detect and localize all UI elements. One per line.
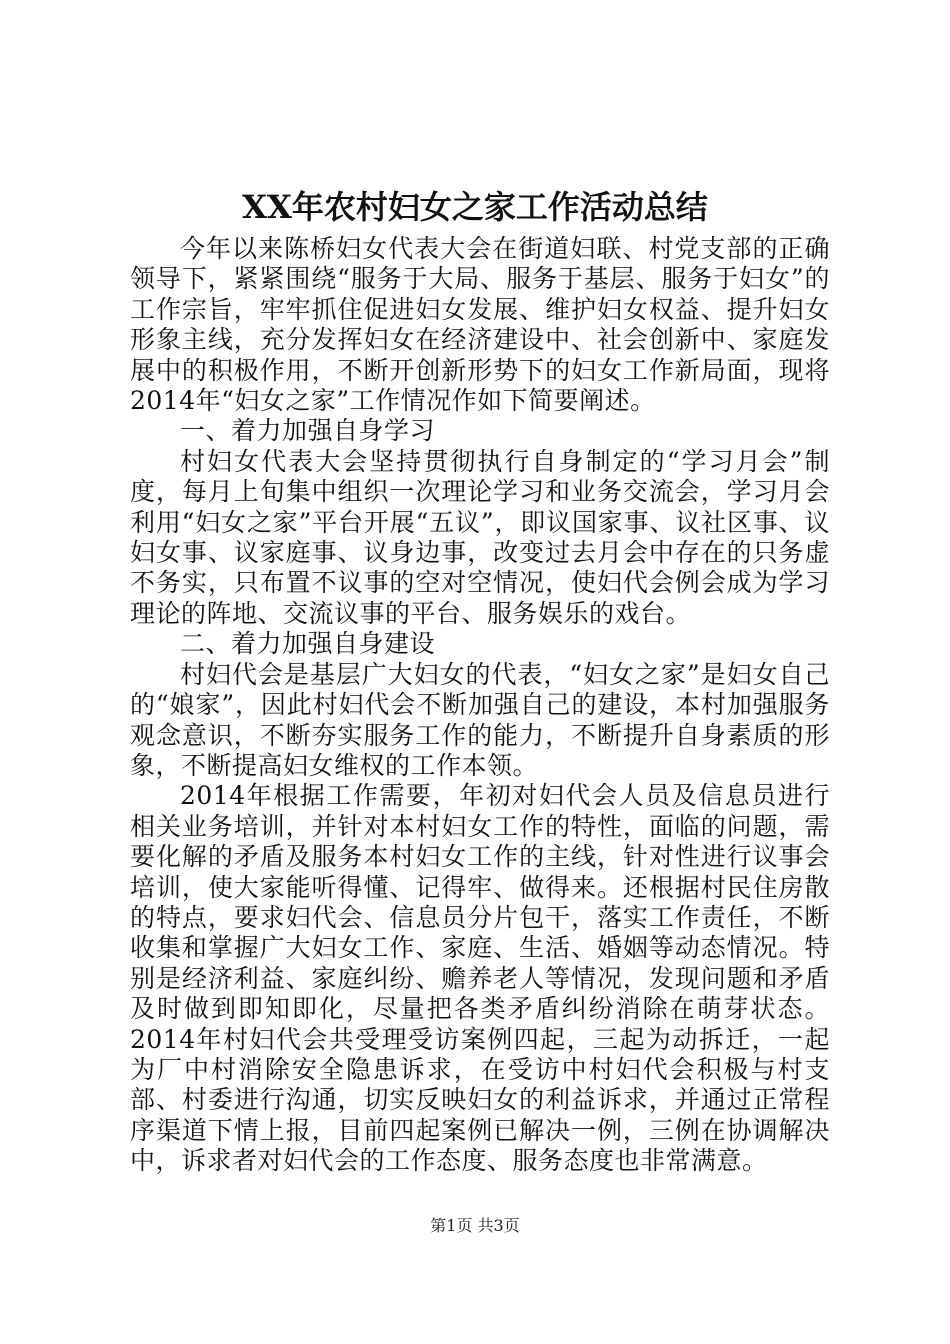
page-footer: 第1页 共3页 [430,1216,520,1235]
document-body [130,234,830,1177]
section-heading-building: 二、着力加强自身建设 [180,629,436,659]
building-paragraph: 村妇代会是基层广大妇女的代表，“妇女之家”是妇女自己的“娘家”，因此村妇代会不断加强自己的建设，本村加强服务观念意识，不断夯实服务工作的能力，不断提升自身素质的形象，不断提高妇女维权的工作本领。 [130,659,830,780]
work-2014-paragraph: 2014年根据工作需要，年初对妇代会人员及信息员进行相关业务培训，并针对本村妇女工作的特性，面临的问题，需要化解的矛盾及服务本村妇女工作的主线，针对性进行议事会培训，使大家能听得懂、记得牢、做得来。还根据村民住房散的特点，要求妇代会、信息员分片包干，落实工作责任，不断收集和掌握广大妇女工作、家庭、生活、婚姻等动态情况。特别是经济利益、家庭纠纷、赡养老人等情况，发现问题和矛盾及时做到即知即化，尽量把各类矛盾纠纷消除在萌芽状态。2014年村妇代会共受理受访案例四起，三起为动拆迁，一起为厂中村消除安全隐患诉求，在受访中村妇代会积极与村支部、村委进行沟通，切实反映妇女的利益诉求，并通过正常程序渠道下情上报，目前四起案例已解决一例，三例在协调解决中，诉求者对妇代会的工作态度、服务态度也非常满意。 [130,781,830,1176]
document-title: XX年农村妇女之家工作活动总结 [242,188,708,226]
intro-paragraph: 今年以来陈桥妇女代表大会在街道妇联、村党支部的正确领导下，紧紧围绕“服务于大局、服务于基层、服务于妇女”的工作宗旨，牢牢抓住促进妇女发展、维护妇女权益、提升妇女形象主线，充分发挥妇女在经济建设中、社会创新中、家庭发展中的积极作用，不断开创新形势下的妇女工作新局面，现将2014年“妇女之家”工作情况作如下简要阐述。 [130,234,830,416]
study-paragraph: 村妇女代表大会坚持贯彻执行自身制定的“学习月会”制度，每月上旬集中组织一次理论学习和业务交流会，学习月会利用“妇女之家”平台开展“五议”，即议国家事、议社区事、议妇女事、议家庭事、议身边事，改变过去月会中存在的只务虚不务实，只布置不议事的空对空情况，使妇代会例会成为学习理论的阵地、交流议事的平台、服务娱乐的戏台。 [130,446,830,628]
section-heading-study: 一、着力加强自身学习 [180,416,436,446]
